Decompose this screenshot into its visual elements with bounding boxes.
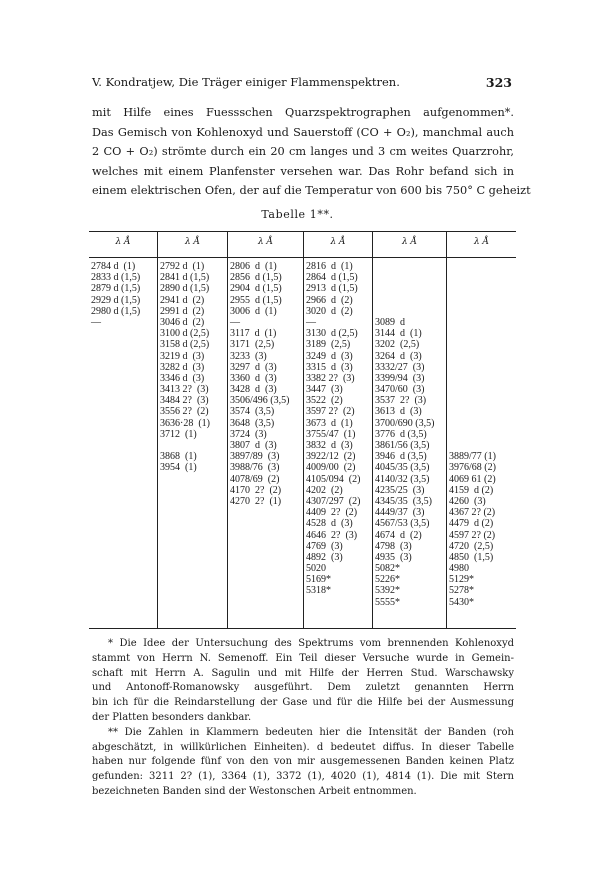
table-cell: 5020	[306, 563, 326, 575]
table-cell: 2904 d (1,5)	[230, 283, 282, 295]
table-cell: 3130 d (2,5)	[306, 328, 358, 340]
table-caption: Tabelle 1**.	[261, 208, 334, 221]
table-cell: 3574 (3,5)	[230, 406, 275, 418]
table-cell: 3360 d (3)	[230, 372, 277, 384]
table-cell: 4159 d (2)	[449, 484, 494, 496]
table-cell: 3889/77 (1)	[449, 451, 496, 463]
table-cell	[375, 283, 445, 294]
table-cell: 4720 (2,5)	[449, 540, 494, 552]
table-cell: 3189 (2,5)	[306, 339, 351, 351]
body-line: einem elektrischen Ofen, der auf die Temperatur von 600 bis 750° C geheizt	[92, 184, 531, 198]
table-cell: 4674 d (2)	[375, 529, 422, 541]
table-cell: 2955 d (1,5)	[230, 294, 282, 306]
table-cell: 2890 d (1,5)	[160, 283, 210, 295]
table-cell: 3171 (2,5)	[230, 339, 275, 351]
footnote-line: schaft mit Herrn A. Sagulin und mit Hilfe der Herren Stud. Warschawsky	[92, 667, 514, 679]
table-cell: 4850 (1,5)	[449, 551, 494, 563]
footnote-line: haben nur folgende fünf von den von mir ausgemessenen Banden keinen Platz	[92, 756, 514, 768]
table-column-1	[91, 261, 156, 328]
table-cell: 4892 (3)	[306, 551, 343, 563]
table-cell	[449, 440, 515, 451]
body-line: mit Hilfe eines Fuessschen Quarzspektrographen aufgenommen*.	[92, 106, 514, 119]
table-cell: 3219 d (3)	[160, 350, 205, 362]
table-cell	[449, 283, 515, 294]
table-cell	[160, 440, 226, 451]
column-divider	[446, 232, 447, 628]
column-header: λ Å	[330, 237, 346, 247]
table-cell: 4009/00 (2)	[306, 462, 356, 474]
table-cell	[449, 306, 515, 317]
table-cell: 3724 (3)	[230, 428, 267, 440]
footnote-line: * Die Idee der Untersuchung des Spektrums vom brennenden Kohlenoxyd	[108, 638, 514, 649]
table-cell: 3144 d (1)	[375, 328, 422, 340]
footnote-line: gefunden: 3211 2? (1), 3364 (1), 3372 (1), 4020 (1), 4814 (1). Die mit Stern	[92, 771, 514, 783]
table-cell: 4367 2? (2)	[449, 507, 496, 519]
table-cell: 3506/496 (3,5)	[230, 395, 290, 407]
table-cell: 3117 d (1)	[230, 328, 277, 340]
column-divider	[227, 232, 228, 628]
table-cell: 5555*	[375, 596, 400, 608]
table-cell: 2991 d (2)	[160, 305, 205, 317]
table-cell: 3158 d (2,5)	[160, 339, 210, 351]
table-cell	[449, 339, 515, 350]
footnote-1	[92, 637, 514, 726]
table-cell: 4567/53 (3,5)	[375, 518, 430, 530]
table-cell: 3807 d (3)	[230, 440, 277, 451]
table-cell: 3712 (1)	[160, 428, 197, 440]
table-cell: 4235/25 (3)	[375, 484, 425, 496]
table-cell: 3100 d (2,5)	[160, 328, 210, 340]
table-cell: 2879 d (1,5)	[91, 283, 141, 295]
table-cell: 3282 d (3)	[160, 361, 205, 373]
table-cell	[375, 272, 445, 283]
table-cell: 2833 d (1,5)	[91, 272, 141, 284]
table-cell: 4528 d (3)	[306, 518, 353, 530]
table-cell: 4798 (3)	[375, 540, 412, 552]
table-cell: 4069 61 (2)	[449, 473, 496, 485]
table-cell: 3922/12 (2)	[306, 451, 356, 463]
table-cell: —	[230, 316, 240, 328]
table-cell: 4449/37 (3)	[375, 507, 425, 519]
table-cell: 3484 2? (3)	[160, 395, 209, 407]
table-cell: 3976/68 (2)	[449, 462, 496, 474]
table-cell: 3755/47 (1)	[306, 428, 356, 440]
table-cell: 3264 d (3)	[375, 350, 422, 362]
table-cell	[449, 362, 515, 373]
table-cell	[449, 429, 515, 440]
table-cell: 5129*	[449, 574, 474, 586]
table-cell: 4078/69 (2)	[230, 473, 280, 485]
table-cell: 2784 d (1)	[91, 261, 136, 272]
body-line: Das Gemisch von Kohlenoxyd und Sauerstoff (CO + O₂), manchmal auch	[92, 125, 514, 139]
table-cell: 4409 2? (2)	[306, 507, 358, 519]
table-cell: 3233 (3)	[230, 350, 267, 362]
table-cell: 3832 d (3)	[306, 440, 353, 451]
table-cell: 3020 d (2)	[306, 305, 353, 317]
table-cell	[449, 418, 515, 429]
table-cell: 2929 d (1,5)	[91, 294, 141, 306]
column-header: λ Å	[257, 237, 274, 247]
table-cell: 4307/297 (2)	[306, 495, 361, 507]
table-cell: 4597 2? (2)	[449, 529, 496, 541]
table-cell: 3046 d (2)	[160, 316, 205, 328]
body-line: welches mit einem Planfenster versehen war. Das Rohr befand sich in	[92, 164, 514, 178]
running-head	[92, 75, 512, 89]
table-cell: 4479 d (2)	[449, 518, 494, 530]
table-cell	[449, 351, 515, 362]
table-cell: 2966 d (2)	[306, 294, 353, 306]
table-cell: 3346 d (3)	[160, 372, 205, 384]
table-cell: 5318*	[306, 585, 331, 597]
table-cell: 5226*	[375, 574, 400, 586]
footnotes	[92, 637, 514, 800]
table-cell	[449, 295, 515, 306]
table-cell: 3315 d (3)	[306, 361, 353, 373]
table-cell: 4170 2? (2)	[230, 484, 282, 496]
table-cell	[449, 384, 515, 395]
table-cell: 3988/76 (3)	[230, 462, 280, 474]
footnote-line: stammt von Herrn N. Semenoff. Ein Teil dieser Versuche wurde in Gemein-	[92, 652, 514, 664]
body-paragraph	[92, 103, 531, 201]
table-cell: 4769 (3)	[306, 540, 343, 552]
table-cell	[449, 373, 515, 384]
table-cell: 3946 d (3,5)	[375, 451, 427, 463]
table-column-6	[449, 261, 515, 608]
footnote-line: abgeschätzt, in willkürlichen Einheiten). d bedeutet diffus. In dieser Tabelle	[92, 741, 514, 753]
table-cell: 3089 d	[375, 316, 405, 328]
table-cell: 3470/60 (3)	[375, 384, 425, 396]
table-cell: 3861/56 (3,5)	[375, 440, 430, 451]
table-cell: 3673 d (1)	[306, 417, 353, 429]
table-cell: 2980 d (1,5)	[91, 305, 141, 317]
column-header: λ Å	[401, 237, 418, 247]
table-cell: 5082*	[375, 563, 400, 575]
table-cell	[375, 306, 445, 317]
table-cell: 3897/89 (3)	[230, 451, 280, 463]
table-cell: 2841 d (1,5)	[160, 272, 210, 284]
table-cell: 5392*	[375, 585, 400, 597]
data-table	[89, 231, 516, 629]
table-cell: 3776 d (3,5)	[375, 428, 427, 440]
table-cell	[449, 406, 515, 417]
table-cell: —	[91, 316, 101, 328]
table-cell: 2864 d (1,5)	[306, 272, 358, 284]
footnote-line: bin ich für die Reindarstellung der Gase und für die Hilfe bei der Ausmessung	[92, 697, 514, 709]
table-cell: 3700/690 (3,5)	[375, 417, 435, 429]
table-cell: 4935 (3)	[375, 551, 412, 563]
table-cell	[449, 317, 515, 328]
table-column-2	[160, 261, 226, 474]
footnote-line: der Platten besonders dankbar.	[92, 711, 252, 723]
footnote-line: und Antonoff-Romanowsky ausgeführt. Dem zuletzt genannten Herrn	[92, 682, 514, 694]
table-cell: 3249 d (3)	[306, 350, 353, 362]
table-cell: 3522 (2)	[306, 395, 343, 407]
table-column-4	[306, 261, 371, 597]
table-cell: 3613 d (3)	[375, 406, 422, 418]
table-cell: 3648 (3,5)	[230, 417, 275, 429]
table-cell	[449, 328, 515, 339]
table-cell: 4202 (2)	[306, 484, 343, 496]
column-divider	[157, 232, 158, 628]
table-cell: 4105/094 (2)	[306, 473, 361, 485]
table-cell: 2806 d (1)	[230, 261, 277, 272]
column-header: λ Å	[115, 237, 131, 247]
table-cell: 3297 d (3)	[230, 361, 277, 373]
table-cell: 4260 (3)	[449, 495, 486, 507]
running-title: V. Kondratjew, Die Träger einiger Flammenspektren.	[92, 75, 400, 89]
footnote-line: bezeichneten Banden sind der Westonschen Arbeit entnommen.	[92, 785, 417, 797]
table-cell: 2856 d (1,5)	[230, 272, 282, 284]
table-cell: 2792 d (1)	[160, 261, 205, 272]
footnote-line: ** Die Zahlen in Klammern bedeuten hier die Intensität der Banden (roh	[108, 726, 514, 738]
page-number: 323	[485, 75, 512, 90]
table-cell	[375, 261, 445, 272]
body-line: 2 CO + O₂) strömte durch ein 20 cm langes und 3 cm weites Quarzrohr,	[92, 145, 514, 159]
table-cell: —	[306, 316, 316, 328]
table-cell	[449, 395, 515, 406]
table-cell: 5278*	[449, 585, 474, 597]
table-cell: 3202 (2,5)	[375, 339, 420, 351]
table-cell: 4646 2? (3)	[306, 529, 358, 541]
table-cell: 3537 2? (3)	[375, 395, 427, 407]
footnote-2	[92, 726, 514, 800]
table-cell	[375, 295, 445, 306]
table-cell: 4045/35 (3,5)	[375, 462, 430, 474]
table-cell: 5169*	[306, 574, 331, 586]
table-column-5	[375, 261, 445, 608]
table-cell: 3868 (1)	[160, 451, 197, 463]
table-cell: 3006 d (1)	[230, 305, 277, 317]
table-cell	[449, 272, 515, 283]
table-cell: 2941 d (2)	[160, 294, 205, 306]
table-cell: 2913 d (1,5)	[306, 283, 358, 295]
table-cell: 3428 d (3)	[230, 384, 277, 396]
table-cell: 3954 (1)	[160, 462, 197, 474]
table-cell: 4140/32 (3,5)	[375, 473, 430, 485]
column-header: λ Å	[473, 237, 490, 247]
column-divider	[303, 232, 304, 628]
column-divider	[372, 232, 373, 628]
table-cell: 3399/94 (3)	[375, 372, 425, 384]
table-cell: 3332/27 (3)	[375, 361, 425, 373]
table-cell: 3382 2? (3)	[306, 372, 355, 384]
table-cell: 3597 2? (2)	[306, 406, 355, 418]
table-cell: 3556 2? (2)	[160, 406, 209, 418]
table-cell: 4980	[449, 563, 469, 575]
column-header: λ Å	[184, 237, 201, 247]
table-cell: 3636·28 (1)	[160, 417, 210, 429]
table-cell	[449, 261, 515, 272]
table-cell: 3413 2? (3)	[160, 384, 209, 396]
table-cell: 3447 (3)	[306, 384, 343, 396]
table-cell: 2816 d (1)	[306, 261, 353, 272]
table-cell: 5430*	[449, 596, 474, 608]
table-cell: 4270 2? (1)	[230, 495, 282, 507]
table-column-3	[230, 261, 302, 507]
table-cell: 4345/35 (3,5)	[375, 495, 432, 507]
